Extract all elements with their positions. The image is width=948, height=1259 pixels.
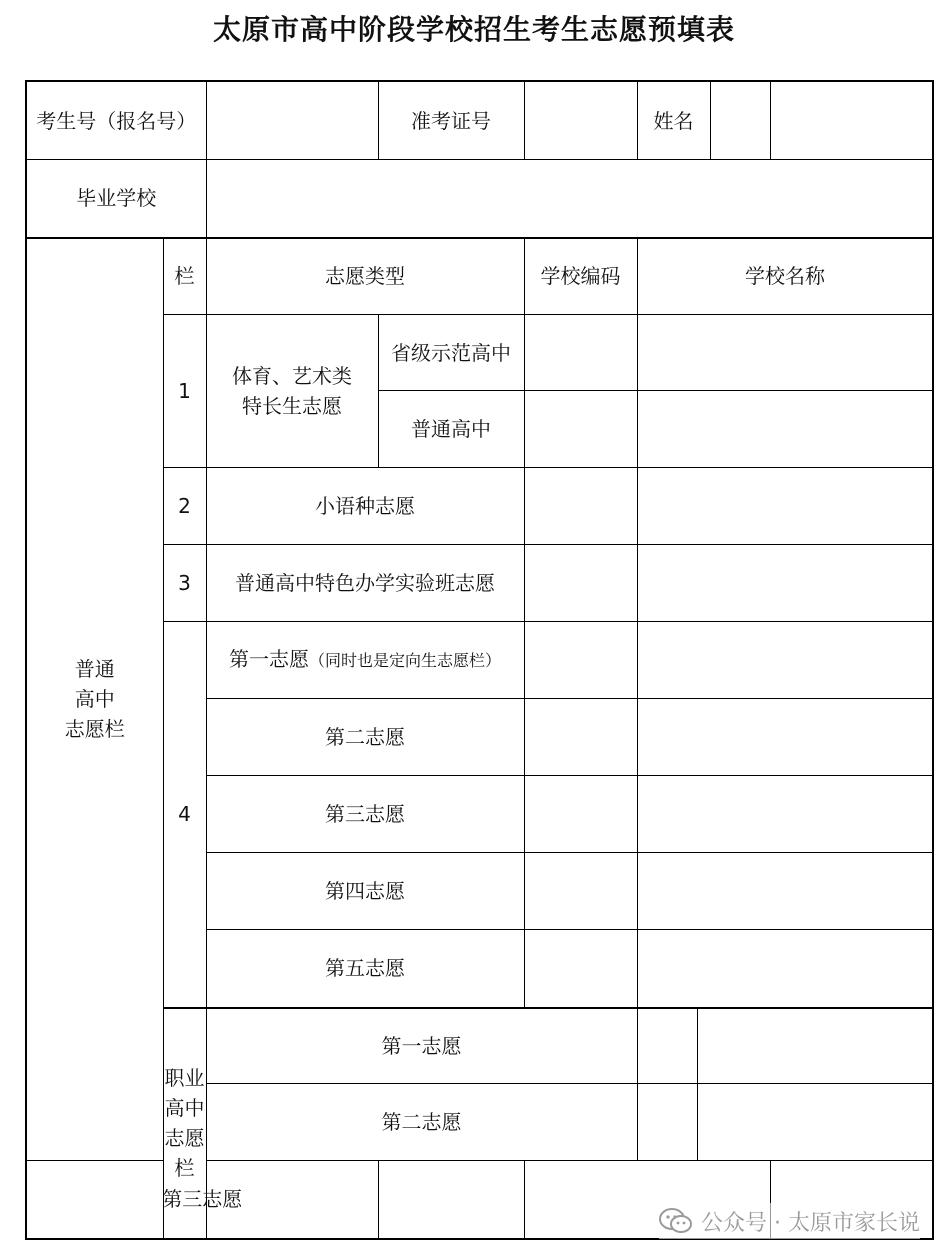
choice-label: 第四志愿 — [206, 853, 524, 930]
row-number: 1 — [163, 315, 206, 468]
column-header-lan: 栏 — [163, 238, 206, 315]
choice-label: 第三志愿 — [206, 776, 524, 853]
school-name-field[interactable] — [637, 776, 933, 853]
school-code-field[interactable] — [637, 1008, 697, 1084]
name-field[interactable] — [770, 81, 933, 160]
watermark-text: 公众号 · 太原市家长说 — [701, 1210, 920, 1236]
school-name-field[interactable] — [697, 1008, 933, 1084]
page-title: 太原市高中阶段学校招生考生志愿预填表 — [212, 13, 735, 46]
school-name-field[interactable] — [637, 699, 933, 776]
sports-arts-category-line: 体育、艺术类 — [232, 364, 352, 388]
vocational-choice-label: 第三志愿 — [26, 1161, 378, 1239]
school-code-field[interactable] — [378, 1161, 524, 1239]
sub-type-provincial: 省级示范高中 — [378, 315, 524, 391]
first-choice-note: （同时也是定向生志愿栏） — [308, 651, 501, 670]
graduation-school-field[interactable] — [206, 160, 933, 238]
column-header-type: 志愿类型 — [206, 238, 524, 315]
row-number: 2 — [163, 468, 206, 545]
choice-label: 第二志愿 — [206, 699, 524, 776]
exam-number-label: 考生号（报名号） — [26, 81, 206, 160]
school-code-field[interactable] — [524, 468, 637, 545]
sports-arts-category-line: 特长生志愿 — [242, 394, 342, 418]
admission-ticket-label: 准考证号 — [378, 81, 524, 160]
sports-arts-category — [206, 315, 378, 468]
school-name-field[interactable] — [637, 930, 933, 1008]
choice-label: 第五志愿 — [206, 930, 524, 1008]
school-name-field[interactable] — [637, 853, 933, 930]
general-section-label — [26, 238, 163, 1161]
name-label: 姓名 — [638, 82, 711, 159]
vocational-section-label-line: 职业高中 — [164, 1066, 205, 1120]
school-code-field[interactable] — [524, 930, 637, 1008]
school-code-field[interactable] — [637, 1084, 697, 1161]
graduation-school-label: 毕业学校 — [26, 160, 206, 238]
wechat-watermark — [659, 1203, 920, 1239]
general-section-label-line: 高中 — [74, 687, 115, 712]
name-field-left[interactable] — [710, 82, 770, 159]
vocational-choice-label: 第二志愿 — [206, 1084, 637, 1161]
first-choice-label — [206, 622, 524, 699]
school-code-field[interactable] — [524, 853, 637, 930]
application-form-table — [25, 80, 934, 1240]
experimental-class-label: 普通高中特色办学实验班志愿 — [206, 545, 524, 622]
row-number: 3 — [163, 545, 206, 622]
school-name-field[interactable] — [637, 545, 933, 622]
school-name-field[interactable] — [637, 315, 933, 391]
row-number: 4 — [163, 622, 206, 1008]
school-code-field[interactable] — [524, 699, 637, 776]
school-name-field[interactable] — [697, 1084, 933, 1161]
general-section-label-line: 普通 — [74, 657, 115, 682]
school-name-field[interactable] — [637, 468, 933, 545]
column-header-school-name: 学校名称 — [637, 238, 933, 315]
school-code-field[interactable] — [524, 545, 637, 622]
school-code-field[interactable] — [524, 622, 637, 699]
name-cell-group — [638, 82, 770, 159]
column-header-school-code: 学校编码 — [524, 238, 637, 315]
wechat-icon — [659, 1207, 693, 1235]
sub-type-ordinary: 普通高中 — [378, 391, 524, 468]
first-choice-main: 第一志愿 — [228, 647, 309, 671]
school-code-field[interactable] — [524, 315, 637, 391]
school-name-field[interactable] — [637, 391, 933, 468]
school-name-field[interactable] — [637, 622, 933, 699]
general-section-label-line: 志愿栏 — [64, 717, 125, 742]
school-code-field[interactable] — [524, 391, 637, 468]
school-code-field[interactable] — [524, 776, 637, 853]
vocational-choice-label: 第一志愿 — [206, 1008, 637, 1084]
vocational-section-label-line: 志愿栏 — [164, 1126, 205, 1180]
admission-ticket-field[interactable] — [524, 81, 637, 160]
minor-language-label: 小语种志愿 — [206, 468, 524, 545]
exam-number-field[interactable] — [206, 81, 378, 160]
